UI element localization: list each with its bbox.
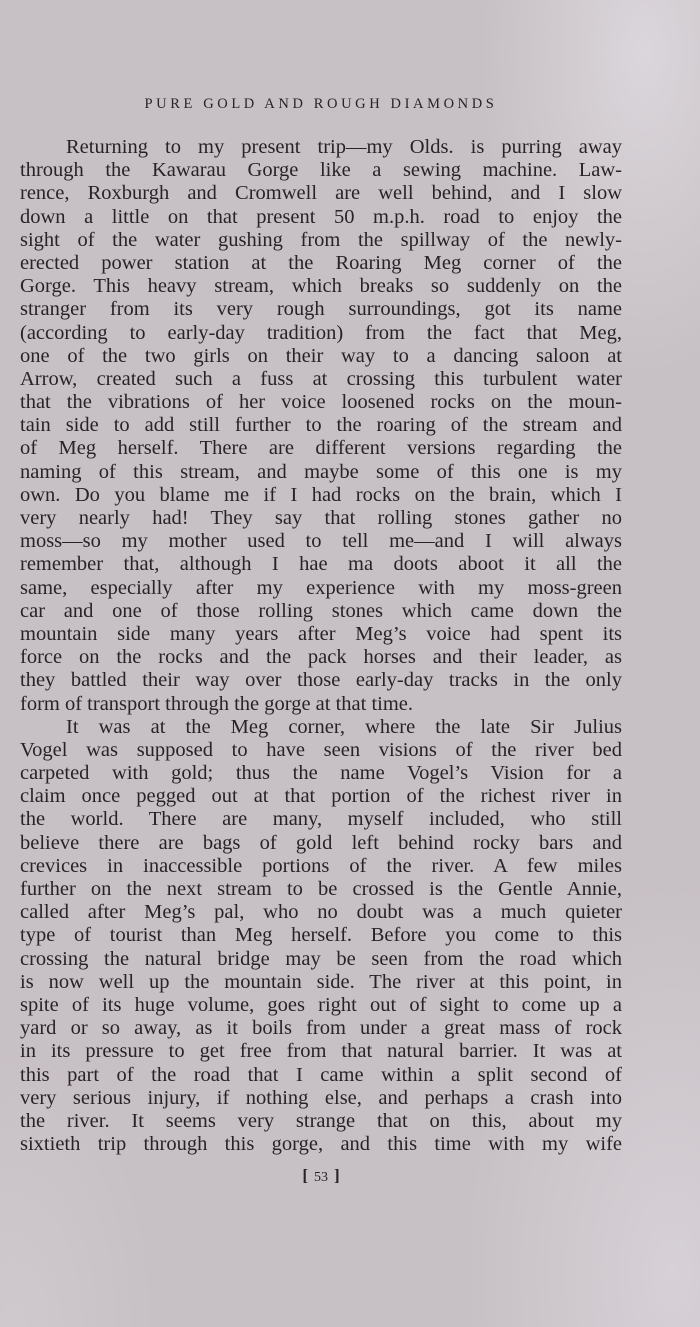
text-line: of Meg herself. There are different versions regarding the [20,437,622,460]
text-line: Returning to my present trip—my Olds. is purring away [66,136,622,158]
text-line: form of transport through the gorge at that time. [20,692,414,715]
text-line: the world. There are many, myself included, who still [20,808,622,831]
text-line: in its pressure to get free from that natural barrier. It was at [20,1040,622,1063]
text-line: naming of this stream, and maybe some of this one is my [20,460,622,483]
text-line: crevices in inaccessible portions of the river. A few miles [20,854,622,877]
text-line: the river. It seems very strange that on this, about my [20,1109,622,1132]
text-line: remember that, although I hae ma doots aboot it all the [20,553,622,576]
text-line: down a little on that present 50 m.p.h. road to enjoy the [20,205,622,228]
body-text [20,136,622,1156]
text-line: car and one of those rolling stones which came down the [20,599,622,622]
page-number-open-bracket: [ [302,1166,308,1185]
text-line: own. Do you blame me if I had rocks on the brain, which I [20,483,622,506]
text-line: is now well up the mountain side. The river at this point, in [20,970,622,993]
text-line: they battled their way over those early-day tracks in the only [20,669,622,692]
text-line: sight of the water gushing from the spillway of the newly- [20,228,622,251]
text-line: carpeted with gold; thus the name Vogel’s Vision for a [20,762,622,785]
text-line: stranger from its very rough surroundings, got its name [20,298,622,321]
text-line: rence, Roxburgh and Cromwell are well behind, and I slow [20,182,622,205]
text-line: same, especially after my experience with my moss-green [20,576,622,599]
text-line: erected power station at the Roaring Meg corner of the [20,251,622,274]
text-line: spite of its huge volume, goes right out of sight to come up a [20,993,622,1016]
text-line: sixtieth trip through this gorge, and this time with my wife [20,1133,622,1156]
text-line: force on the rocks and the pack horses and their leader, as [20,646,622,669]
text-line: type of tourist than Meg herself. Before you come to this [20,924,622,947]
text-line: tain side to add still further to the roaring of the stream and [20,414,622,437]
page-number [20,1166,622,1186]
text-line: very serious injury, if nothing else, and perhaps a crash into [20,1086,622,1109]
text-line: moss—so my mother used to tell me—and I will always [20,530,622,553]
text-line: Vogel was supposed to have seen visions of the river bed [20,738,622,761]
text-line: Arrow, created such a fuss at crossing this turbulent water [20,367,622,390]
text-line: (according to early-day tradition) from the fact that Meg, [20,321,622,344]
text-line: yard or so away, as it boils from under a great mass of rock [20,1017,622,1040]
text-line: further on the next stream to be crossed is the Gentle Annie, [20,878,622,900]
text-line: crossing the natural bridge may be seen from the road which [20,947,622,970]
page-number-value: 53 [314,1170,328,1185]
text-line: claim once pegged out at that portion of the richest river in [20,785,622,808]
text-line: believe there are bags of gold left behind rocky bars and [20,831,622,854]
running-head: PURE GOLD AND ROUGH DIAMONDS [144,96,498,112]
text-line: called after Meg’s pal, who no doubt was a much quieter [20,901,622,924]
text-line: mountain side many years after Meg’s voice had spent its [20,622,622,645]
page-number-close-bracket: ] [334,1166,340,1185]
text-line: Gorge. This heavy stream, which breaks so suddenly on the [20,275,622,298]
text-line: that the vibrations of her voice loosened rocks on the moun- [20,391,622,414]
text-line: very nearly had! They say that rolling stones gather no [20,507,622,529]
text-line: It was at the Meg corner, where the late Sir Julius [66,715,622,738]
text-line: through the Kawarau Gorge like a sewing machine. Law- [20,159,622,182]
text-line: this part of the road that I came within a split second of [20,1063,622,1086]
text-line: one of the two girls on their way to a dancing saloon at [20,344,622,367]
